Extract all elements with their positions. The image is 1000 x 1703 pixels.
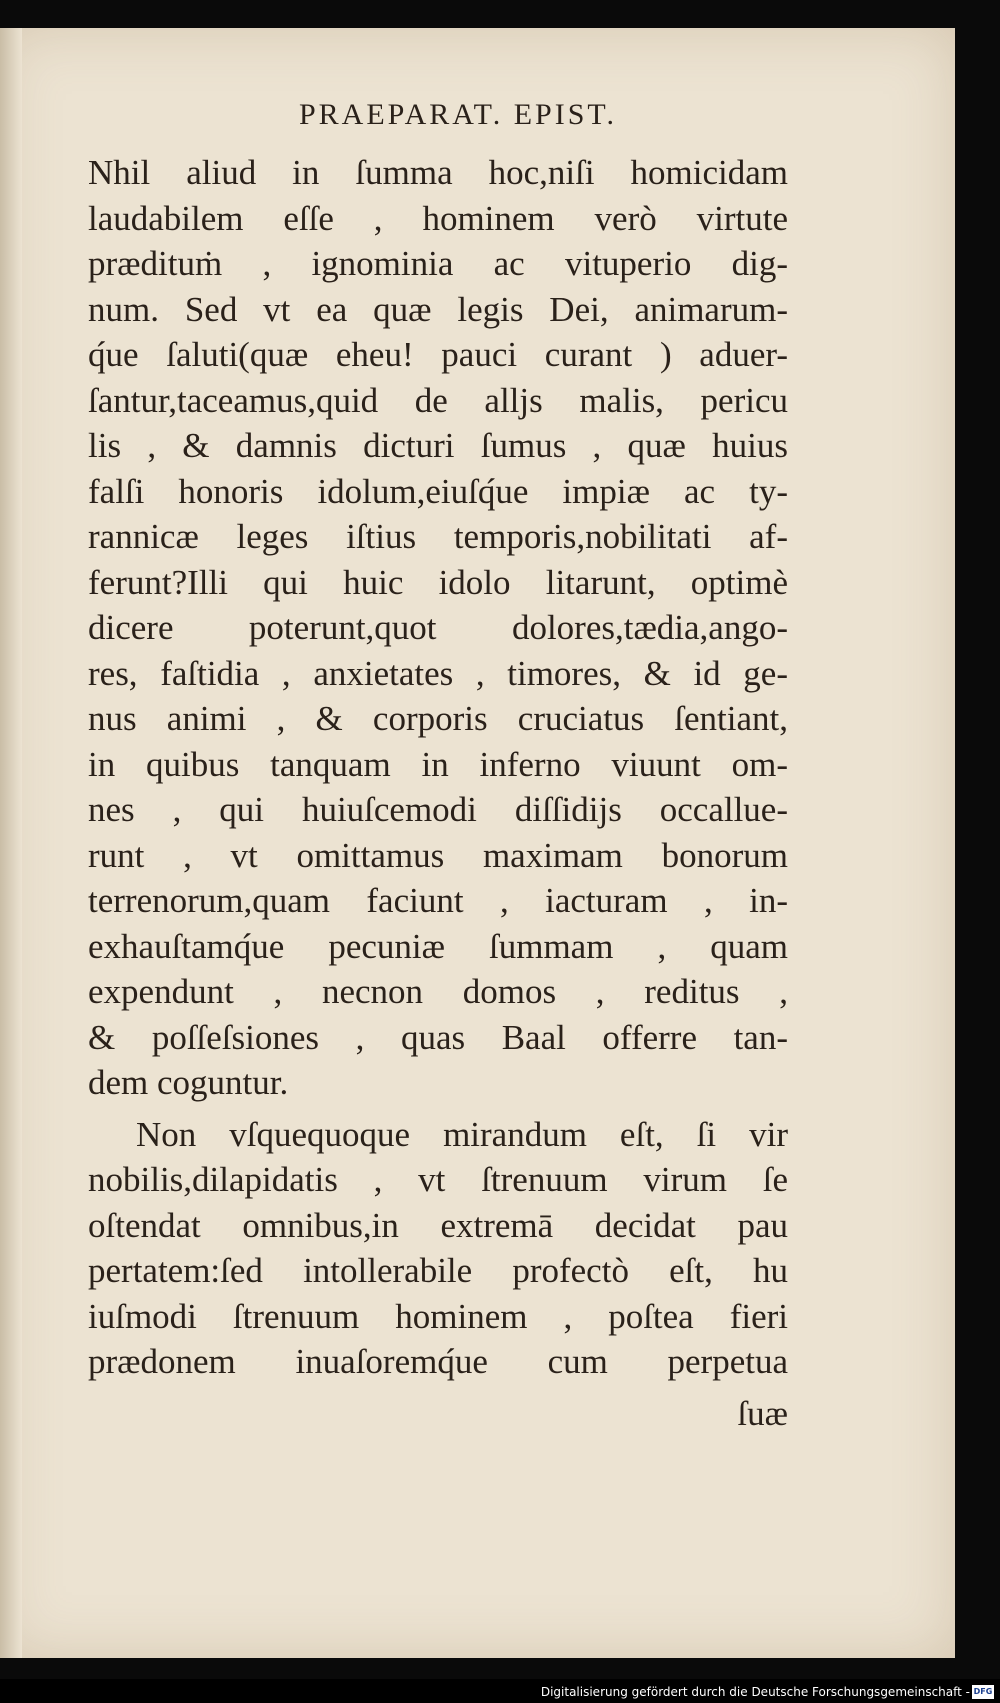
text-line: num. Sed vt ea quæ legis Dei, animarum-	[88, 289, 788, 329]
text-line: in quibus tanquam in inferno viuunt om-	[88, 744, 788, 784]
text-line: lis , & damnis dicturi ſumus , quæ huius	[88, 426, 788, 465]
text-line: nus animi , & corporis cruciatus ſentiant,	[88, 699, 788, 738]
text-line: ſantur,taceamus,quid de alljs malis, pericu	[88, 380, 788, 420]
text-block	[88, 98, 788, 1436]
funding-credit: Digitalisierung gefördert durch die Deutsche Forschungsgemeinschaft -	[540, 1685, 970, 1699]
running-header: PRAEPARAT. EPIST.	[298, 98, 617, 131]
text-line: rannicæ leges iſtius temporis,nobilitati af-	[88, 517, 788, 556]
page-gutter	[0, 28, 22, 1658]
dfg-logo: DFG	[972, 1685, 994, 1699]
text-line: & poſſeſsiones , quas Baal offerre tan-	[88, 1017, 788, 1057]
catchword: ſuæ	[737, 1393, 788, 1433]
text-line: laudabilem eſſe , hominem verò virtute	[88, 198, 788, 238]
text-line: nes , qui huiuſcemodi diſſidijs occallue-	[88, 790, 788, 829]
paragraph-1	[88, 150, 788, 1106]
text-line: exhauſtamq́ue pecuniæ ſummam , quam	[88, 926, 788, 966]
text-line: pertatem:ſed intollerabile profectò eſt, hu	[88, 1251, 788, 1290]
text-line: falſi honoris idolum,eiuſq́ue impiæ ac ty-	[88, 471, 788, 511]
text-line: q́ue ſaluti(quæ eheu! pauci curant ) aduer-	[88, 335, 788, 374]
text-line: res, faſtidia , anxietates , timores, & id ge-	[88, 653, 788, 693]
paragraph-2	[88, 1112, 788, 1385]
text-line: prædituṁ , ignominia ac vituperio dig-	[88, 244, 788, 283]
text-line: oſtendat omnibus,in extremā decidat pau	[88, 1205, 788, 1245]
text-line: expendunt , necnon domos , reditus ,	[88, 972, 788, 1011]
text-line: nobilis,dilapidatis , vt ſtrenuum virum ſe	[88, 1160, 788, 1199]
text-line: ferunt?Illi qui huic idolo litarunt, optimè	[88, 562, 788, 602]
text-line: dicere poterunt,quot dolores,tædia,ango-	[88, 608, 788, 647]
text-line: iuſmodi ſtrenuum hominem , poſtea fieri	[88, 1296, 788, 1336]
text-line: runt , vt omittamus maximam bonorum	[88, 835, 788, 875]
text-line: dem coguntur.	[88, 1063, 289, 1102]
footer-bar	[0, 1679, 1000, 1703]
text-line: terrenorum,quam faciunt , iacturam , in-	[88, 881, 788, 920]
text-line: Nhil aliud in ſumma hoc,niſi homicidam	[88, 153, 788, 192]
text-line: prædonem inuaſoremq́ue cum perpetua	[88, 1342, 788, 1381]
text-line: Non vſquequoque mirandum eſt, ſi vir	[136, 1114, 788, 1154]
